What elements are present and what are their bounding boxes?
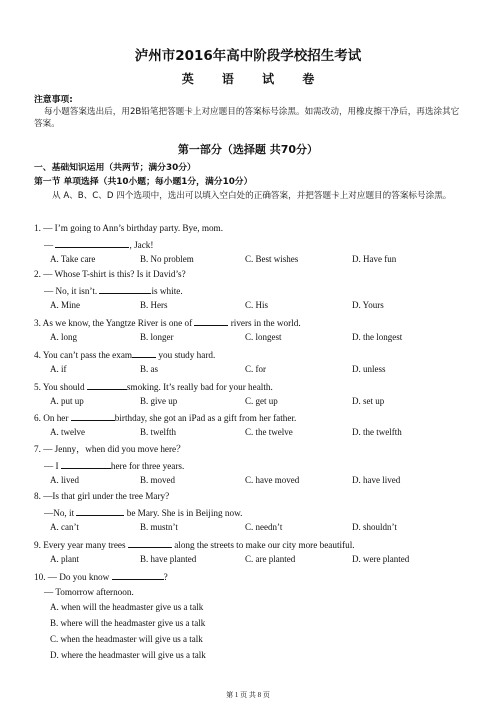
q6-option-c[interactable]: C. the twelve <box>245 427 293 437</box>
exam-title: 泸州市2016年高中阶段学校招生考试 <box>134 48 362 64</box>
q8-answer-line: —No, it be Mary. She is in Beijing now. <box>44 508 243 518</box>
exam-subtitle: 英 语 试 卷 <box>181 72 327 86</box>
q1-option-b[interactable]: B. No problem <box>140 254 194 264</box>
q6-option-a[interactable]: A. twelve <box>50 427 85 437</box>
q2-option-d[interactable]: D. Yours <box>352 300 384 310</box>
q9-option-c[interactable]: C. are planted <box>245 554 296 564</box>
q7-blank <box>61 459 111 469</box>
q10-stem: 10. — Do you know ? <box>34 572 168 582</box>
q2-option-b[interactable]: B. Hers <box>140 300 168 310</box>
q10-blank <box>112 570 164 580</box>
q3-option-a[interactable]: A. long <box>50 332 77 342</box>
q6-blank <box>71 411 115 421</box>
q6-option-b[interactable]: B. twelfth <box>140 427 176 437</box>
q10-option-a[interactable]: A. when will the headmaster give us a talk <box>50 602 204 612</box>
q2-option-c[interactable]: C. His <box>245 300 269 310</box>
q2-answer-line: — No, it isn’t. is white. <box>44 286 183 296</box>
q4-blank <box>132 348 156 358</box>
q1-blank <box>55 238 129 248</box>
q1-stem: 1. — I’m going to Ann’s birthday party. Bye, mom. <box>34 223 224 233</box>
page-footer: 第 1 页 共 8 页 <box>226 691 270 699</box>
q6-stem: 6. On her birthday, she got an iPad as a gift from her father. <box>34 413 297 423</box>
q8-stem: 8. —Is that girl under the tree Mary? <box>34 491 170 501</box>
part1-title: 第一部分（选择题 共70分） <box>177 143 319 156</box>
q1-option-d[interactable]: D. Have fun <box>352 254 397 264</box>
q5-option-d[interactable]: D. set up <box>352 396 385 406</box>
notice-text: 每小题答案选出后，用2B铅笔把答题卡上对应题目的答案标号涂黑。如需改动，用橡皮擦干净后，再选涂其它答案。 <box>34 107 460 129</box>
q8-option-d[interactable]: D. shouldn’t <box>352 522 397 532</box>
q2-blank <box>99 284 151 294</box>
q5-blank <box>87 380 127 390</box>
q7-option-d[interactable]: D. have lived <box>352 475 401 485</box>
q3-option-d[interactable]: D. the longest <box>352 332 403 342</box>
q3-option-b[interactable]: B. longer <box>140 332 174 342</box>
q1-option-a[interactable]: A. Take care <box>50 254 96 264</box>
q6-option-d[interactable]: D. the twelfth <box>352 427 402 437</box>
q4-stem: 4. You can’t pass the exam you study hard. <box>34 350 216 360</box>
q4-option-c[interactable]: C. for <box>245 364 266 374</box>
q1-answer-line: — , Jack! <box>44 240 154 250</box>
q8-option-a[interactable]: A. can’t <box>50 522 79 532</box>
q3-stem: 3. As we know, the Yangtze River is one of rivers in the world. <box>34 318 301 328</box>
q5-option-a[interactable]: A. put up <box>50 396 84 406</box>
q4-option-d[interactable]: D. unless <box>352 364 386 374</box>
q7-option-c[interactable]: C. have moved <box>245 475 300 485</box>
q10-response: — Tomorrow afternoon. <box>44 587 134 597</box>
q4-option-b[interactable]: B. as <box>140 364 158 374</box>
q9-option-d[interactable]: D. were planted <box>352 554 410 564</box>
q5-option-b[interactable]: B. give up <box>140 396 178 406</box>
q7-option-b[interactable]: B. moved <box>140 475 175 485</box>
q7-stem: 7. — Jenny，when did you move here？ <box>34 444 186 454</box>
q10-option-b[interactable]: B. where will the headmaster give us a talk <box>50 618 206 628</box>
q9-stem: 9. Every year many trees along the streets to make our city more beautiful. <box>34 540 355 550</box>
q9-blank <box>128 538 172 548</box>
q1-option-c[interactable]: C. Best wishes <box>245 254 299 264</box>
q10-option-d[interactable]: D. where the headmaster will give us a talk <box>50 650 206 660</box>
notice-label: 注意事项: <box>34 95 73 105</box>
q2-stem: 2. — Whose T-shirt is this? Is it David’s? <box>34 269 186 279</box>
q10-option-c[interactable]: C. when the headmaster will give us a talk <box>50 634 203 644</box>
section1-heading: 一、基础知识运用（共两节；满分30分） <box>34 163 196 173</box>
q3-blank <box>194 316 228 326</box>
q5-stem: 5. You should smoking. It’s really bad for your health. <box>34 382 273 392</box>
q2-option-a[interactable]: A. Mine <box>50 300 80 310</box>
q5-option-c[interactable]: C. get up <box>245 396 278 406</box>
q9-option-a[interactable]: A. plant <box>50 554 79 564</box>
q4-option-a[interactable]: A. if <box>50 364 67 374</box>
q9-option-b[interactable]: B. have planted <box>140 554 197 564</box>
q7-answer-line: — I here for three years. <box>44 461 185 471</box>
section1a-heading: 第一节 单项选择（共10小题；每小题1分，满分10分） <box>34 177 253 187</box>
q8-option-b[interactable]: B. mustn’t <box>140 522 178 532</box>
q7-option-a[interactable]: A. lived <box>50 475 79 485</box>
q3-option-c[interactable]: C. longest <box>245 332 282 342</box>
q8-blank <box>76 506 124 516</box>
q8-option-c[interactable]: C. needn’t <box>245 522 283 532</box>
section-instructions: 从 A、B、C、D 四个选项中，选出可以填入空白处的正确答案，并把答题卡上对应题目的答案标号涂黑。 <box>52 191 452 201</box>
